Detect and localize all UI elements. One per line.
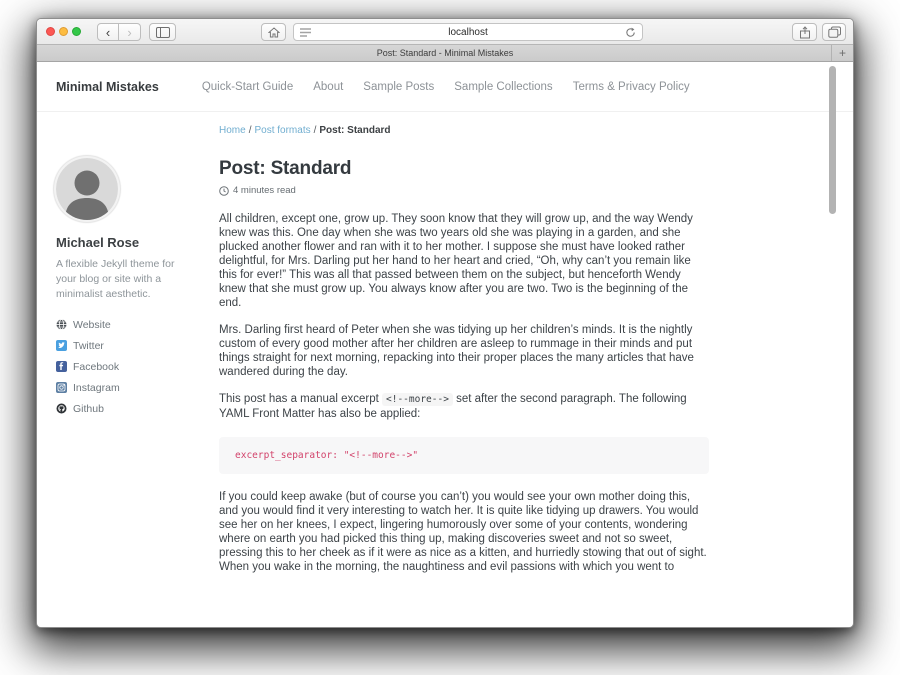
site-nav xyxy=(202,81,690,93)
inline-code: <!--more--> xyxy=(382,393,453,406)
url-text[interactable]: localhost xyxy=(448,26,488,38)
post-meta xyxy=(219,185,709,196)
tabs-icon xyxy=(828,26,841,38)
facebook-icon xyxy=(56,361,67,372)
post-title: Post: Standard xyxy=(219,158,352,179)
globe-icon xyxy=(56,319,67,330)
author-bio: A flexible Jekyll theme for your blog or site with a minimalist aesthetic. xyxy=(56,258,175,301)
breadcrumb xyxy=(219,125,853,136)
back-button[interactable]: ‹ xyxy=(97,23,119,41)
code-colon: : xyxy=(332,450,344,461)
sidebar-icon xyxy=(156,27,170,38)
nav-about[interactable]: About xyxy=(313,80,344,93)
read-time: 4 minutes read xyxy=(233,185,296,196)
paragraph-text: set after the second paragraph. The following YAML Front Matter has also be applied: xyxy=(219,393,687,420)
author-name: Michael Rose xyxy=(56,235,140,250)
reader-icon[interactable] xyxy=(300,28,311,37)
nav-sample-posts[interactable]: Sample Posts xyxy=(363,80,435,93)
minimize-window-button[interactable] xyxy=(59,27,68,36)
sidebar-link-twitter[interactable] xyxy=(56,340,219,352)
home-icon xyxy=(268,27,280,38)
breadcrumb-separator: / xyxy=(313,125,317,136)
web-page xyxy=(37,62,853,628)
instagram-icon xyxy=(56,382,67,393)
code-key: excerpt_separator xyxy=(235,450,333,461)
sidebar-link-label: Instagram xyxy=(73,381,120,394)
site-title-link[interactable]: Minimal Mistakes xyxy=(56,79,159,94)
post-article xyxy=(219,158,709,587)
tab-bar xyxy=(37,45,853,62)
sidebar-link-facebook[interactable] xyxy=(56,361,219,373)
paragraph: Mrs. Darling first heard of Peter when she was tidying up her children’s minds. It is the nightly custom of every good mother after her children are asleep to rummage in their minds and put things straight for next morning, repacking into their proper places the many articles that have wandered during the day. xyxy=(219,324,694,378)
breadcrumb-current: Post: Standard xyxy=(319,125,391,136)
paragraph: If you could keep awake (but of course you can’t) you would see your own mother doing this, and you would find it very interesting to watch her. It is quite like tidying up drawers. You would see her on her knees, I expect, lingering humorously over some of your contents, wondering where on earth you had picked this thing up, making discoveries sweet and not so sweet, pressing this to her cheek as if it were as nice as a kitten, and hurriedly stowing that out of sight. When you wake in the morning, the naughtiness and evil passions with which you went to xyxy=(219,491,707,573)
breadcrumb-home-link[interactable]: Home xyxy=(219,125,246,136)
page-scrollbar[interactable] xyxy=(829,66,836,214)
sidebar-link-label: Website xyxy=(73,318,111,331)
breadcrumb-post-formats-link[interactable]: Post formats xyxy=(254,125,311,136)
nav-sample-collections[interactable]: Sample Collections xyxy=(454,80,553,93)
tab-overview-button[interactable] xyxy=(822,23,846,41)
traffic-lights xyxy=(46,27,81,36)
close-window-button[interactable] xyxy=(46,27,55,36)
zoom-window-button[interactable] xyxy=(72,27,81,36)
paragraph-text: This post has a manual excerpt xyxy=(219,393,382,405)
refresh-icon[interactable] xyxy=(625,27,636,38)
safari-window xyxy=(36,18,854,628)
twitter-icon xyxy=(56,340,67,351)
yaml-code-block xyxy=(219,437,709,474)
site-masthead xyxy=(37,62,853,112)
sidebar-link-instagram[interactable] xyxy=(56,382,219,394)
sidebar-link-website[interactable] xyxy=(56,319,219,331)
new-tab-button[interactable]: + xyxy=(831,45,853,61)
sidebar-link-label: Github xyxy=(73,402,104,415)
clock-icon xyxy=(219,186,229,196)
history-nav-group xyxy=(97,23,141,41)
share-icon xyxy=(799,26,811,39)
nav-terms-privacy[interactable]: Terms & Privacy Policy xyxy=(572,80,690,93)
sidebar-link-label: Facebook xyxy=(73,360,120,373)
home-button[interactable] xyxy=(261,23,286,41)
nav-quick-start-guide[interactable]: Quick-Start Guide xyxy=(201,80,294,93)
address-bar[interactable] xyxy=(293,23,643,41)
avatar xyxy=(56,158,118,220)
paragraph xyxy=(219,392,709,421)
paragraph: All children, except one, grow up. They soon know that they will grow up, and the way Wendy knew was this. One day when she was two years old she was playing in a garden, and she plucked another flower and ran with it to her mother. I suppose she must have looked rather delightful, for Mrs. Darling put her hand to her heart and cried, “Oh, why can’t you remain like this for ever!” This was all that passed between them on the subject, but henceforth Wendy knew that she must grow up. You always know after you are two. Two is the beginning of the end. xyxy=(219,213,693,309)
forward-button[interactable]: › xyxy=(119,23,141,41)
breadcrumb-separator: / xyxy=(248,125,252,136)
tab-active[interactable]: Post: Standard - Minimal Mistakes xyxy=(376,48,514,58)
avatar-silhouette-icon xyxy=(56,158,118,220)
author-sidebar xyxy=(56,158,219,587)
content-row xyxy=(37,158,853,587)
sidebar-toggle-button[interactable] xyxy=(149,23,176,41)
github-icon xyxy=(56,403,67,414)
code-value: "<!--more-->" xyxy=(343,450,419,461)
share-button[interactable] xyxy=(792,23,817,41)
sidebar-link-label: Twitter xyxy=(73,339,104,352)
browser-toolbar xyxy=(37,19,853,45)
sidebar-link-github[interactable] xyxy=(56,403,219,415)
